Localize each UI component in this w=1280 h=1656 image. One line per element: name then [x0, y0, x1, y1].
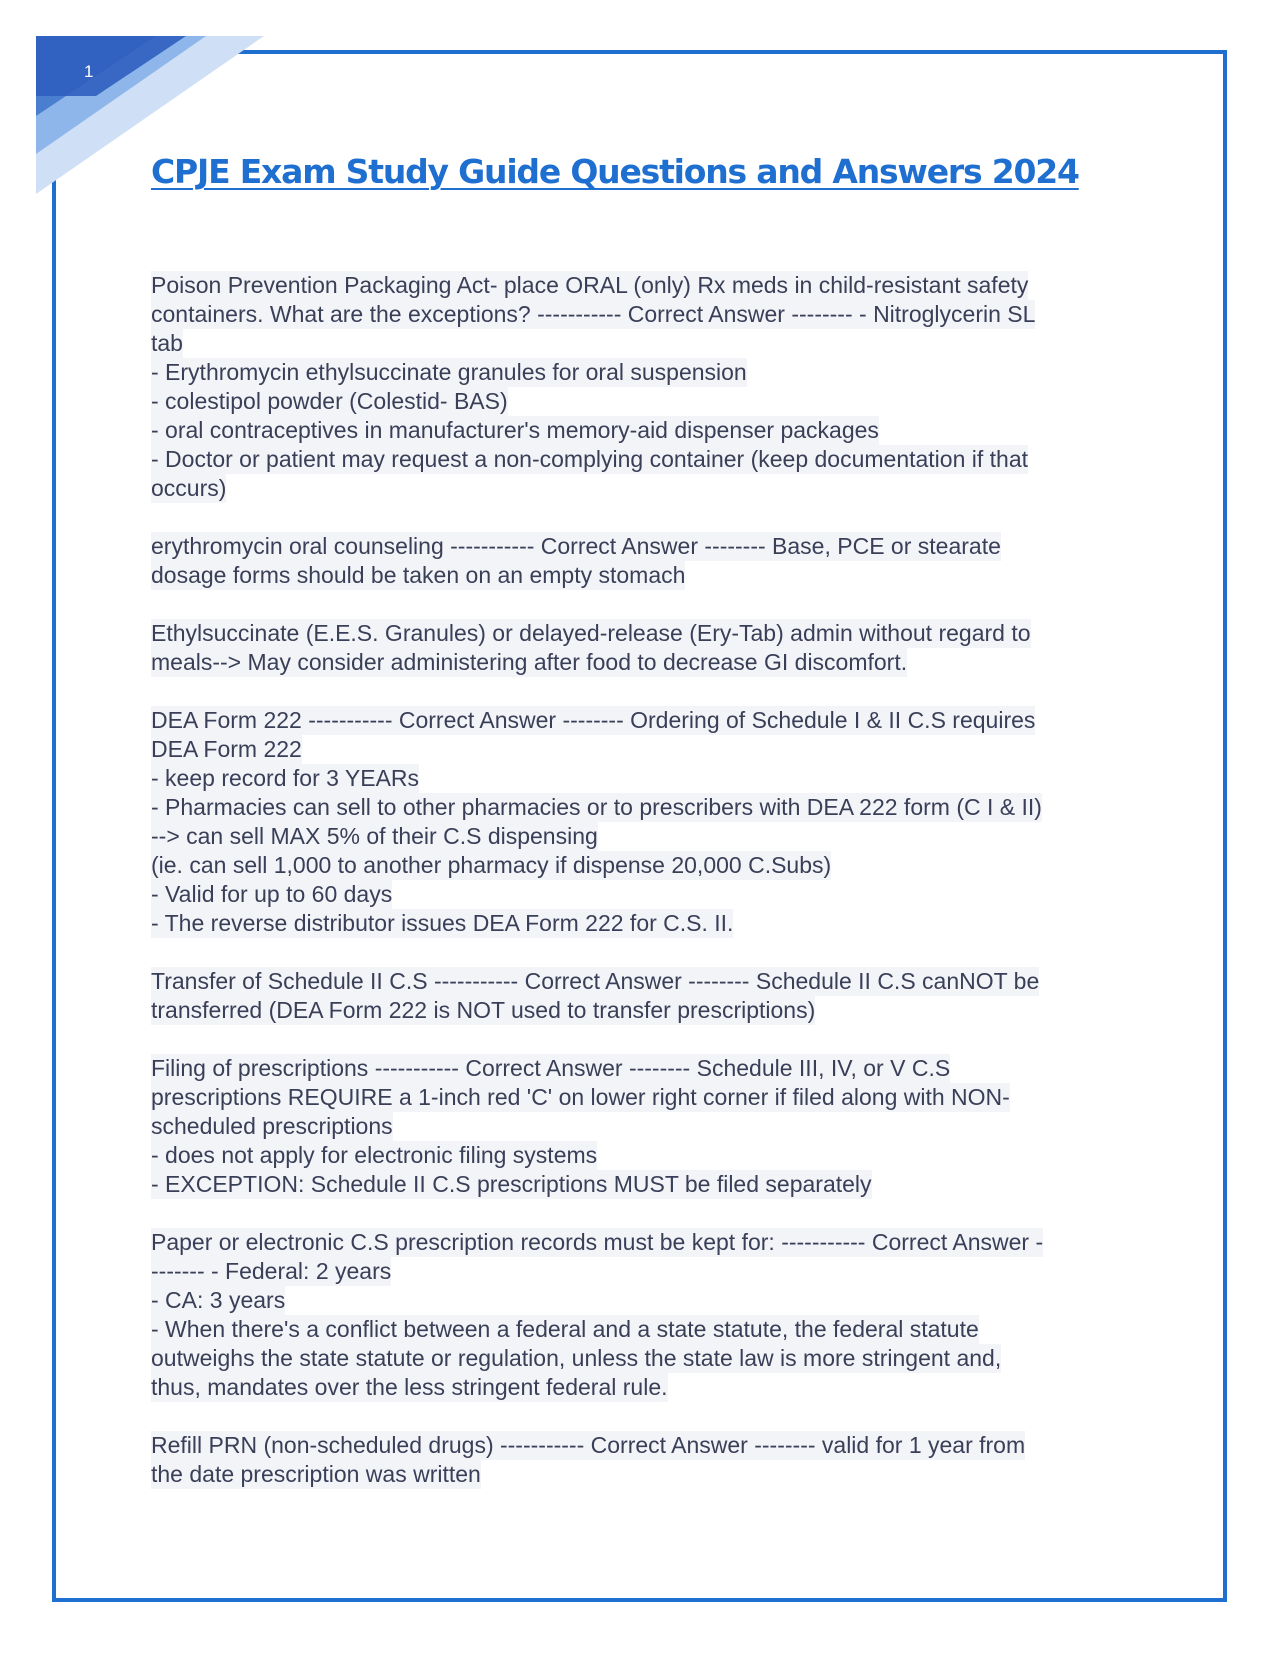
qa-line: - Pharmacies can sell to other pharmacies or to prescribers with DEA 222 form (C I & II): [151, 794, 1042, 820]
qa-line: dosage forms should be taken on an empty stomach: [151, 562, 686, 588]
qa-line: - When there's a conflict between a federal and a state statute, the federal statute: [151, 1316, 979, 1342]
qa-line: - does not apply for electronic filing systems: [151, 1142, 598, 1168]
qa-line: Filing of prescriptions ----------- Correct Answer -------- Schedule III, IV, or V C.S: [151, 1055, 951, 1081]
qa-line: - CA: 3 years: [151, 1287, 286, 1313]
qa-line: - Erythromycin ethylsuccinate granules for oral suspension: [151, 359, 747, 385]
document-body: [151, 271, 1131, 1518]
qa-line: tab: [151, 330, 183, 356]
qa-line: Refill PRN (non-scheduled drugs) ----------- Correct Answer -------- valid for 1 year from: [151, 1432, 1026, 1458]
qa-line: - Valid for up to 60 days: [151, 881, 393, 907]
qa-entry: [151, 1228, 1131, 1402]
qa-line: ------- - Federal: 2 years: [151, 1258, 392, 1284]
qa-line: containers. What are the exceptions? ----------- Correct Answer -------- - Nitroglycerin SL: [151, 301, 1036, 327]
qa-entry: [151, 532, 1131, 590]
qa-entry: [151, 619, 1131, 677]
qa-line: - keep record for 3 YEARs: [151, 765, 420, 791]
qa-line: occurs): [151, 475, 227, 501]
qa-line: prescriptions REQUIRE a 1-inch red 'C' on lower right corner if filed along with NON-: [151, 1084, 1010, 1110]
qa-line: - The reverse distributor issues DEA Form 222 for C.S. II.: [151, 910, 734, 936]
qa-line: transferred (DEA Form 222 is NOT used to transfer prescriptions): [151, 997, 816, 1023]
qa-line: meals--> May consider administering after food to decrease GI discomfort.: [151, 649, 908, 675]
qa-line: DEA Form 222: [151, 736, 302, 762]
qa-entry: [151, 967, 1131, 1025]
qa-line: the date prescription was written: [151, 1461, 481, 1487]
qa-line: - Doctor or patient may request a non-complying container (keep documentation if that: [151, 446, 1029, 472]
qa-line: Poison Prevention Packaging Act- place ORAL (only) Rx meds in child-resistant safety: [151, 272, 1029, 298]
qa-line: Paper or electronic C.S prescription records must be kept for: ----------- Correct Answer -: [151, 1229, 1044, 1255]
qa-entry: [151, 271, 1131, 503]
qa-line: scheduled prescriptions: [151, 1113, 393, 1139]
qa-line: Ethylsuccinate (E.E.S. Granules) or delayed-release (Ery-Tab) admin without regard to: [151, 620, 1031, 646]
qa-entry: [151, 1054, 1131, 1199]
qa-line: - colestipol powder (Colestid- BAS): [151, 388, 508, 414]
qa-line: - EXCEPTION: Schedule II C.S prescriptions MUST be filed separately: [151, 1171, 872, 1197]
qa-line: thus, mandates over the less stringent federal rule.: [151, 1374, 668, 1400]
qa-line: (ie. can sell 1,000 to another pharmacy if dispense 20,000 C.Subs): [151, 852, 832, 878]
qa-line: DEA Form 222 ----------- Correct Answer -------- Ordering of Schedule I & II C.S requires: [151, 707, 1036, 733]
qa-line: --> can sell MAX 5% of their C.S dispensing: [151, 823, 598, 849]
page-number: 1: [84, 62, 94, 81]
qa-entry: [151, 706, 1131, 938]
qa-entry: [151, 1431, 1131, 1489]
document-title: CPJE Exam Study Guide Questions and Answers 2024: [151, 152, 1079, 191]
qa-line: outweighs the state statute or regulation, unless the state law is more stringent and,: [151, 1345, 1002, 1371]
qa-line: - oral contraceptives in manufacturer's memory-aid dispenser packages: [151, 417, 879, 443]
qa-line: Transfer of Schedule II C.S ----------- Correct Answer -------- Schedule II C.S canNOT be: [151, 968, 1040, 994]
qa-line: erythromycin oral counseling ----------- Correct Answer -------- Base, PCE or stearate: [151, 533, 1001, 559]
